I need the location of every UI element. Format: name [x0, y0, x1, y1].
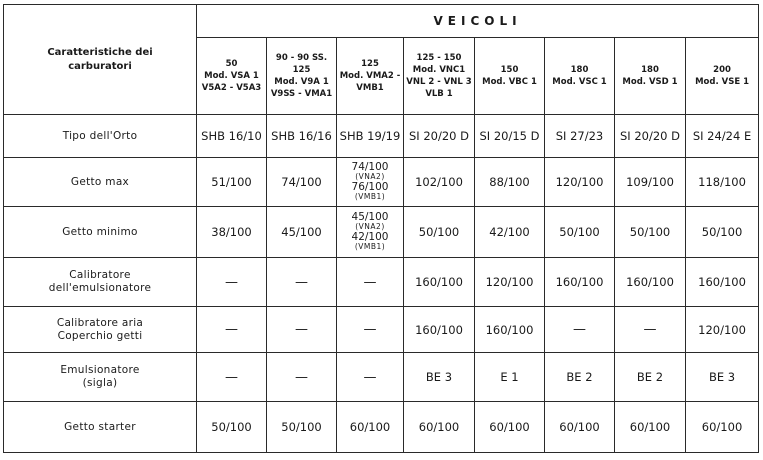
- vehicle-column-header-line: Mod. VMA2 -: [339, 71, 401, 81]
- value-cell: [267, 353, 337, 402]
- split-value-cell: [337, 207, 404, 258]
- vehicle-column-header-line: 125 - 150: [416, 53, 462, 63]
- value-cell: 50/100: [267, 402, 337, 453]
- row-label-line: Emulsionatore: [60, 364, 140, 376]
- value-cell: [615, 307, 686, 353]
- carburetor-table-container: [3, 4, 759, 453]
- split-value-cell: [337, 158, 404, 207]
- value-cell: [337, 307, 404, 353]
- value-cell: 50/100: [686, 207, 759, 258]
- split-note: (VMB1): [354, 192, 386, 201]
- vehicle-column-header-line: Mod. VSE 1: [695, 77, 750, 87]
- not-applicable-dash: —: [643, 322, 657, 337]
- vehicle-column-header-line: 125: [292, 65, 311, 75]
- value-cell: 60/100: [337, 402, 404, 453]
- vehicle-column-header: [475, 38, 545, 115]
- value-cell: BE 2: [615, 353, 686, 402]
- carburetor-specs-table: [3, 4, 759, 453]
- value-cell: 74/100: [267, 158, 337, 207]
- value-cell: 109/100: [615, 158, 686, 207]
- vehicle-column-header-line: VNL 2 - VNL 3: [406, 77, 472, 87]
- value-cell: SHB 19/19: [337, 115, 404, 158]
- row-label-line: Getto minimo: [62, 225, 138, 238]
- value-cell: 60/100: [475, 402, 545, 453]
- not-applicable-dash: —: [295, 322, 308, 337]
- value-cell: 88/100: [475, 158, 545, 207]
- value-cell: 118/100: [686, 158, 759, 207]
- split-note: (VMB1): [354, 242, 386, 251]
- not-applicable-dash: —: [225, 369, 238, 385]
- value-cell: SHB 16/10: [197, 115, 267, 158]
- not-applicable-dash: —: [573, 322, 586, 337]
- value-cell: 120/100: [475, 258, 545, 307]
- value-cell: 50/100: [404, 207, 475, 258]
- not-applicable-dash: —: [225, 274, 238, 290]
- split-value: 76/100: [351, 181, 389, 193]
- value-cell: SI 27/23: [545, 115, 615, 158]
- value-cell: 50/100: [545, 207, 615, 258]
- vehicle-column-header-line: V9SS - VMA1: [270, 89, 333, 99]
- not-applicable-dash: —: [295, 369, 308, 385]
- vehicle-column-header-line: 150: [500, 65, 519, 75]
- value-cell: 102/100: [404, 158, 475, 207]
- vehicle-column-header-line: Mod. V9A 1: [274, 77, 329, 87]
- value-cell: SI 20/20 D: [615, 115, 686, 158]
- value-cell: BE 3: [686, 353, 759, 402]
- row-label-line: Calibratore aria: [56, 316, 144, 329]
- vehicle-column-header-line: VLB 1: [425, 89, 453, 99]
- vehicle-column-header-line: 180: [570, 65, 589, 75]
- row-label: [4, 207, 197, 258]
- split-value: 74/100: [351, 161, 389, 173]
- not-applicable-dash: —: [225, 322, 238, 337]
- vehicle-column-header-line: 180: [641, 65, 659, 75]
- row-header-cell: [4, 5, 197, 115]
- not-applicable-dash: —: [295, 274, 308, 290]
- vehicle-column-header: [545, 38, 615, 115]
- value-cell: BE 2: [545, 353, 615, 402]
- value-cell: 60/100: [615, 402, 686, 453]
- value-cell: SI 20/20 D: [404, 115, 475, 158]
- table-row: [4, 353, 759, 402]
- row-label-line: Tipo dell'Orto: [62, 129, 138, 142]
- value-cell: 160/100: [545, 258, 615, 307]
- vehicle-column-header: [267, 38, 337, 115]
- vehicle-column-header-line: Mod. VNC1: [412, 65, 466, 75]
- vehicle-column-header-line: 200: [713, 65, 731, 75]
- table-row: [4, 258, 759, 307]
- not-applicable-dash: —: [363, 322, 377, 337]
- row-label: [4, 115, 197, 158]
- table-row: [4, 402, 759, 453]
- vehicle-column-header: [404, 38, 475, 115]
- value-cell: [337, 353, 404, 402]
- table-row: [4, 207, 759, 258]
- table-row: [4, 307, 759, 353]
- split-note: (VNA2): [355, 222, 385, 231]
- vehicle-column-header-line: 90 - 90 SS.: [275, 53, 328, 63]
- value-cell: 45/100: [267, 207, 337, 258]
- not-applicable-dash: —: [363, 369, 377, 385]
- vehicle-column-header-line: Mod. VSC 1: [552, 77, 607, 87]
- vehicle-column-header-line: 50: [225, 59, 238, 69]
- vehicle-column-header: [686, 38, 759, 115]
- value-cell: 160/100: [404, 307, 475, 353]
- not-applicable-dash: —: [363, 274, 377, 290]
- value-cell: [197, 258, 267, 307]
- table-row: [4, 115, 759, 158]
- value-cell: 160/100: [404, 258, 475, 307]
- value-cell: 60/100: [545, 402, 615, 453]
- table-body: [4, 115, 759, 453]
- value-cell: 120/100: [686, 307, 759, 353]
- value-cell: [267, 258, 337, 307]
- row-header-text: Caratteristiche dei carburatori: [47, 46, 153, 72]
- vehicle-column-header-line: Mod. VSD 1: [622, 77, 678, 87]
- split-value: 45/100: [351, 211, 389, 223]
- value-cell: [545, 307, 615, 353]
- vehicle-column-header-line: VMB1: [356, 83, 384, 93]
- table-row: [4, 158, 759, 207]
- value-cell: BE 3: [404, 353, 475, 402]
- row-label: [4, 353, 197, 402]
- value-cell: 50/100: [615, 207, 686, 258]
- row-label-line: Calibratore: [69, 269, 131, 281]
- row-label: [4, 307, 197, 353]
- value-cell: [197, 353, 267, 402]
- vehicle-column-header: [197, 38, 267, 115]
- value-cell: 42/100: [475, 207, 545, 258]
- vehicle-column-header: [337, 38, 404, 115]
- value-cell: 160/100: [686, 258, 759, 307]
- value-cell: [267, 307, 337, 353]
- vehicle-column-header: [615, 38, 686, 115]
- value-cell: E 1: [475, 353, 545, 402]
- split-value: 42/100: [351, 231, 389, 243]
- value-cell: 38/100: [197, 207, 267, 258]
- row-label-line: Coperchio getti: [57, 329, 143, 342]
- vehicle-column-header-line: 125: [361, 59, 379, 69]
- row-label-line: Getto starter: [64, 420, 136, 433]
- veicoli-group-header: VEICOLI: [197, 5, 759, 38]
- value-cell: SI 24/24 E: [686, 115, 759, 158]
- value-cell: 60/100: [404, 402, 475, 453]
- value-cell: 120/100: [545, 158, 615, 207]
- value-cell: 160/100: [475, 307, 545, 353]
- row-label: [4, 402, 197, 453]
- vehicle-column-header-line: Mod. VBC 1: [482, 77, 537, 87]
- value-cell: SI 20/15 D: [475, 115, 545, 158]
- value-cell: [197, 307, 267, 353]
- split-note: (VNA2): [355, 172, 385, 181]
- header-row-group: [4, 5, 759, 38]
- value-cell: 50/100: [197, 402, 267, 453]
- value-cell: 51/100: [197, 158, 267, 207]
- value-cell: SHB 16/16: [267, 115, 337, 158]
- row-label-line: (sigla): [82, 377, 118, 389]
- value-cell: [337, 258, 404, 307]
- row-label: [4, 258, 197, 307]
- value-cell: 60/100: [686, 402, 759, 453]
- vehicle-column-header-line: V5A2 - V5A3: [201, 83, 262, 93]
- row-label: [4, 158, 197, 207]
- value-cell: 160/100: [615, 258, 686, 307]
- vehicle-column-header-line: Mod. VSA 1: [204, 71, 259, 81]
- row-label-line: Getto max: [70, 175, 130, 188]
- row-label-line: dell'emulsionatore: [48, 282, 152, 294]
